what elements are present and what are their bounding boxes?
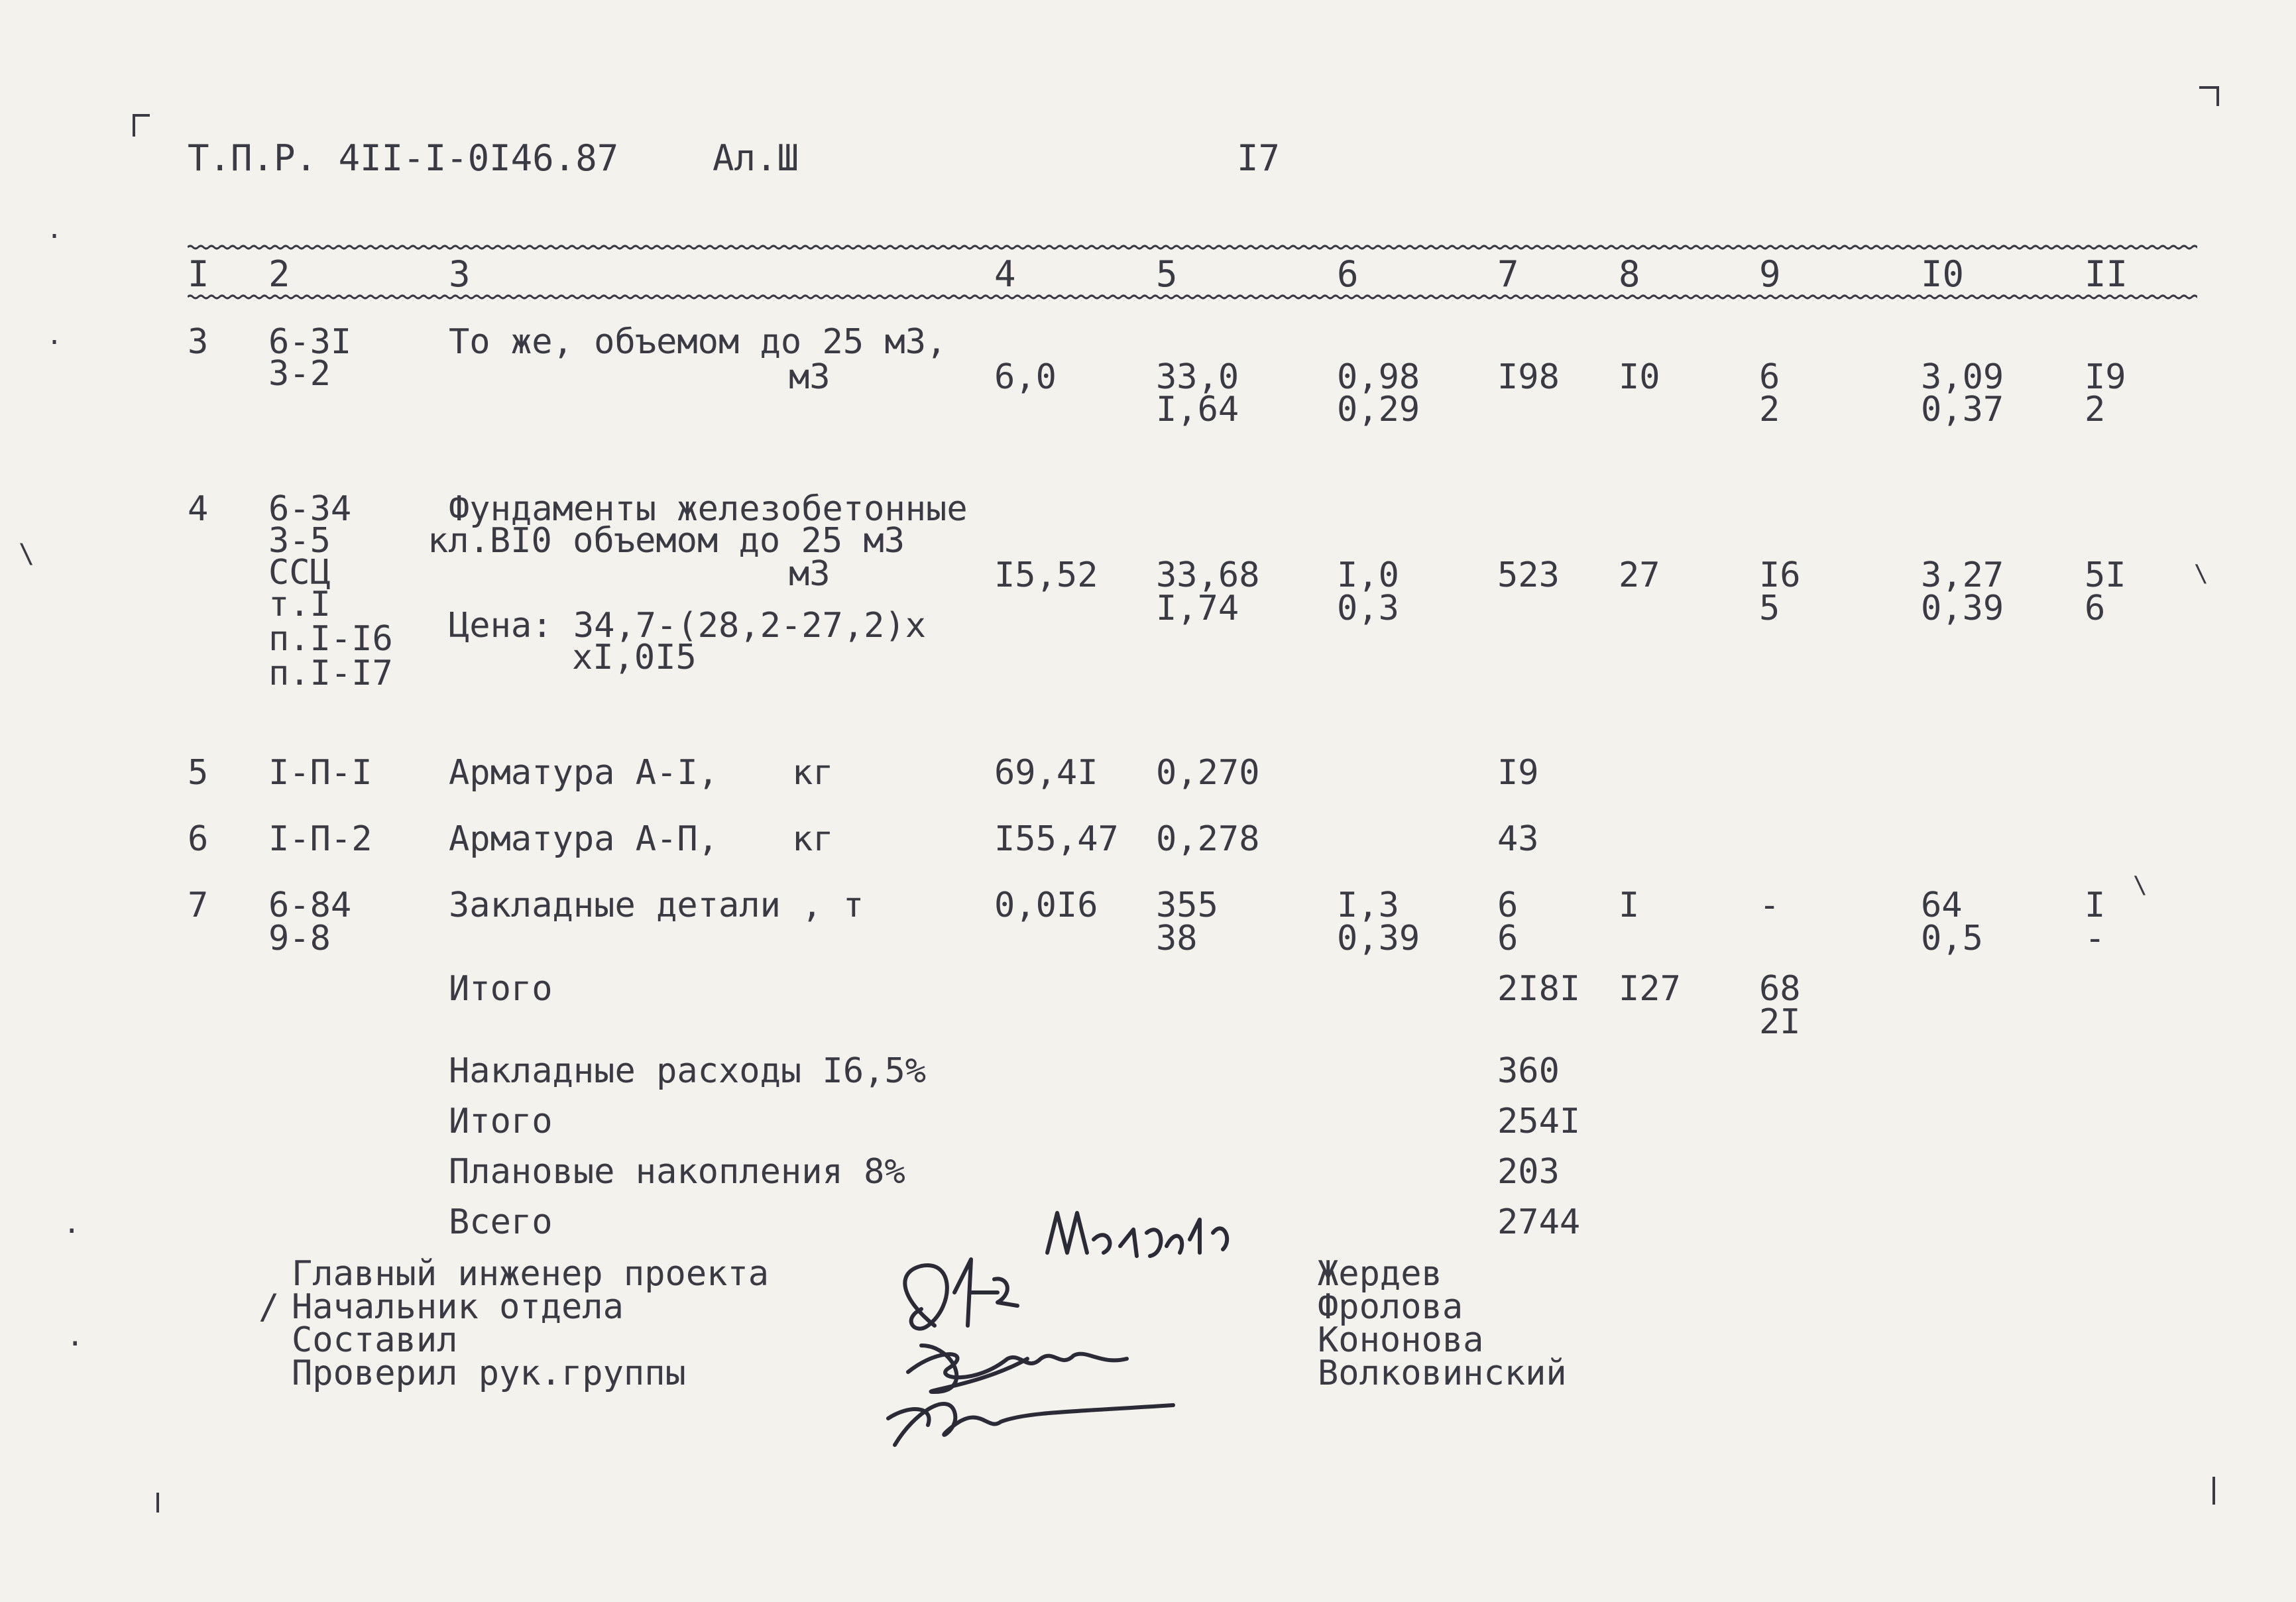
column-number-9: 9 — [1759, 253, 1781, 295]
col11-value: I — [2085, 886, 2106, 925]
total-cost-2: 6 — [1497, 919, 1519, 958]
table-top-rule — [188, 243, 2197, 252]
rate-code: 3-2 — [268, 354, 331, 394]
grand-total-label: Всего — [449, 1202, 553, 1242]
col9-value-2: 5 — [1759, 589, 1780, 628]
total-cost: 6 — [1497, 886, 1519, 925]
rate-code: I-П-2 — [268, 819, 373, 859]
col10-value-2: 0,5 — [1921, 919, 1983, 958]
col9-value: 6 — [1759, 357, 1780, 397]
col11-value-2: - — [2085, 919, 2106, 958]
price-note: Цена: 34,7-(28,2-27,2)х — [449, 606, 927, 646]
signer-role: Проверил рук.группы — [292, 1353, 686, 1393]
subtotal-2-value: 254I — [1497, 1102, 1581, 1141]
quantity: I5,52 — [994, 555, 1098, 595]
signer-role: Начальник отдела — [292, 1287, 624, 1327]
col11-value: 5I — [2085, 555, 2126, 595]
column-number-3: 3 — [449, 253, 471, 295]
work-name: Арматура А-П, — [449, 819, 718, 859]
col8-value: I — [1619, 886, 1640, 925]
col11-value-2: 6 — [2085, 589, 2106, 628]
signer-name: Жердев — [1318, 1254, 1442, 1294]
album-number: Ал.Ш — [713, 137, 799, 179]
col10-value-2: 0,37 — [1921, 390, 2004, 429]
scan-speck: . — [46, 214, 63, 245]
col11-value: I9 — [2085, 357, 2126, 397]
scan-speck: \ — [19, 539, 35, 569]
col9-value-2: 2 — [1759, 390, 1780, 429]
row-number: 4 — [188, 489, 209, 529]
total-cost: I9 — [1497, 753, 1539, 793]
work-name: То же, объемом до 25 м3, — [449, 322, 947, 362]
grand-total-value: 2744 — [1497, 1202, 1581, 1242]
document-code: Т.П.Р. 4II-I-0I46.87 — [188, 137, 619, 179]
total-cost: 523 — [1497, 555, 1560, 595]
col10-value-2: 0,39 — [1921, 589, 2004, 628]
subtotal-2-label: Итого — [449, 1102, 553, 1141]
overhead-label: Накладные расходы I6,5% — [449, 1051, 927, 1091]
rate-code: п.I-I6 — [268, 619, 393, 659]
column-number-2: 2 — [268, 253, 290, 295]
signer-role: Главный инженер проекта — [292, 1254, 770, 1294]
rate-code: 3-5 — [268, 521, 331, 561]
column-number-8: 8 — [1619, 253, 1640, 295]
rate-code: 6-34 — [268, 489, 352, 529]
corner-mark-top-left — [133, 114, 150, 137]
unit-price-wages: 38 — [1156, 919, 1198, 958]
column-number-1: I — [188, 253, 209, 295]
column-number-5: 5 — [1156, 253, 1178, 295]
unit: м3 — [789, 357, 831, 397]
rate-code: ССЦ — [268, 553, 331, 593]
rate-code: 9-8 — [268, 919, 331, 958]
unit-price: 355 — [1156, 886, 1218, 925]
quantity: I55,47 — [994, 819, 1119, 859]
unit-price: 33,68 — [1156, 555, 1260, 595]
scan-speck: \ — [2133, 872, 2148, 899]
corner-mark-bottom-left — [156, 1493, 159, 1513]
col6-value: 0,98 — [1337, 357, 1420, 397]
col8-value: I0 — [1619, 357, 1660, 397]
col6-value-2: 0,29 — [1337, 390, 1420, 429]
corner-mark-top-right — [2199, 86, 2219, 106]
planned-savings-label: Плановые накопления 8% — [449, 1152, 905, 1192]
column-number-11: II — [2085, 253, 2128, 295]
subtotal-value: 2I8I — [1497, 969, 1581, 1009]
column-number-10: I0 — [1921, 253, 1965, 295]
total-cost: I98 — [1497, 357, 1560, 397]
unit-price: 0,278 — [1156, 819, 1260, 859]
column-number-7: 7 — [1497, 253, 1519, 295]
quantity: 0,0I6 — [994, 886, 1098, 925]
col11-value-2: 2 — [2085, 390, 2106, 429]
col6-value-2: 0,39 — [1337, 919, 1420, 958]
unit: м3 — [789, 554, 831, 594]
subtotal-col8: I27 — [1619, 969, 1681, 1009]
col8-value: 27 — [1619, 555, 1660, 595]
overhead-value: 360 — [1497, 1051, 1560, 1091]
subtotal-col9-2: 2I — [1759, 1002, 1801, 1042]
total-cost: 43 — [1497, 819, 1539, 859]
rate-code: п.I-I7 — [268, 654, 393, 693]
margin-slash-mark: / — [258, 1287, 280, 1327]
row-number: 5 — [188, 753, 209, 793]
unit-price: 0,270 — [1156, 753, 1260, 793]
signer-role: Составил — [292, 1320, 458, 1360]
col10-value: 3,09 — [1921, 357, 2004, 397]
quantity: 6,0 — [994, 357, 1057, 397]
subtotal-label: Итого — [449, 969, 553, 1009]
scan-speck: \ — [2194, 560, 2209, 587]
column-header-rule — [188, 292, 2197, 302]
col10-value: 64 — [1921, 886, 1963, 925]
row-number: 3 — [188, 322, 209, 362]
column-number-4: 4 — [994, 253, 1016, 295]
handwritten-signatures — [855, 1193, 1319, 1458]
col10-value: 3,27 — [1921, 555, 2004, 595]
scan-speck: . — [46, 320, 63, 351]
work-name: Закладные детали , т — [449, 886, 864, 925]
unit-price: 33,0 — [1156, 357, 1239, 397]
rate-code: т.I — [268, 585, 331, 624]
rate-code: I-П-I — [268, 753, 373, 793]
unit: кг — [792, 753, 834, 793]
col6-value: I,3 — [1337, 886, 1399, 925]
quantity: 69,4I — [994, 753, 1098, 793]
unit: кг — [792, 819, 834, 859]
col6-value-2: 0,3 — [1337, 589, 1399, 628]
planned-savings-value: 203 — [1497, 1152, 1560, 1192]
page-number: I7 — [1237, 137, 1281, 179]
col6-value: I,0 — [1337, 555, 1399, 595]
corner-mark-bottom-right — [2212, 1477, 2215, 1505]
row-number: 7 — [188, 886, 209, 925]
subtotal-col9: 68 — [1759, 969, 1801, 1009]
col9-value: - — [1759, 886, 1780, 925]
rate-code: 6-84 — [268, 886, 352, 925]
signer-name: Фролова — [1318, 1287, 1464, 1327]
column-number-6: 6 — [1337, 253, 1359, 295]
signer-name: Кононова — [1318, 1320, 1484, 1360]
unit-price-wages: I,74 — [1156, 589, 1239, 628]
row-number: 6 — [188, 819, 209, 859]
scan-speck: . — [63, 1206, 81, 1240]
work-name: Арматура А-I, — [449, 753, 718, 793]
unit-price-wages: I,64 — [1156, 390, 1239, 429]
scan-speck: . — [66, 1319, 84, 1353]
work-name: кл.BI0 объемом до 25 м3 — [428, 521, 905, 561]
col9-value: I6 — [1759, 555, 1801, 595]
rate-code: 6-3I — [268, 322, 352, 362]
work-name: Фундаменты железобетонные — [449, 489, 968, 529]
price-note: xI,0I5 — [572, 638, 697, 677]
signer-name: Волковинский — [1318, 1353, 1567, 1393]
